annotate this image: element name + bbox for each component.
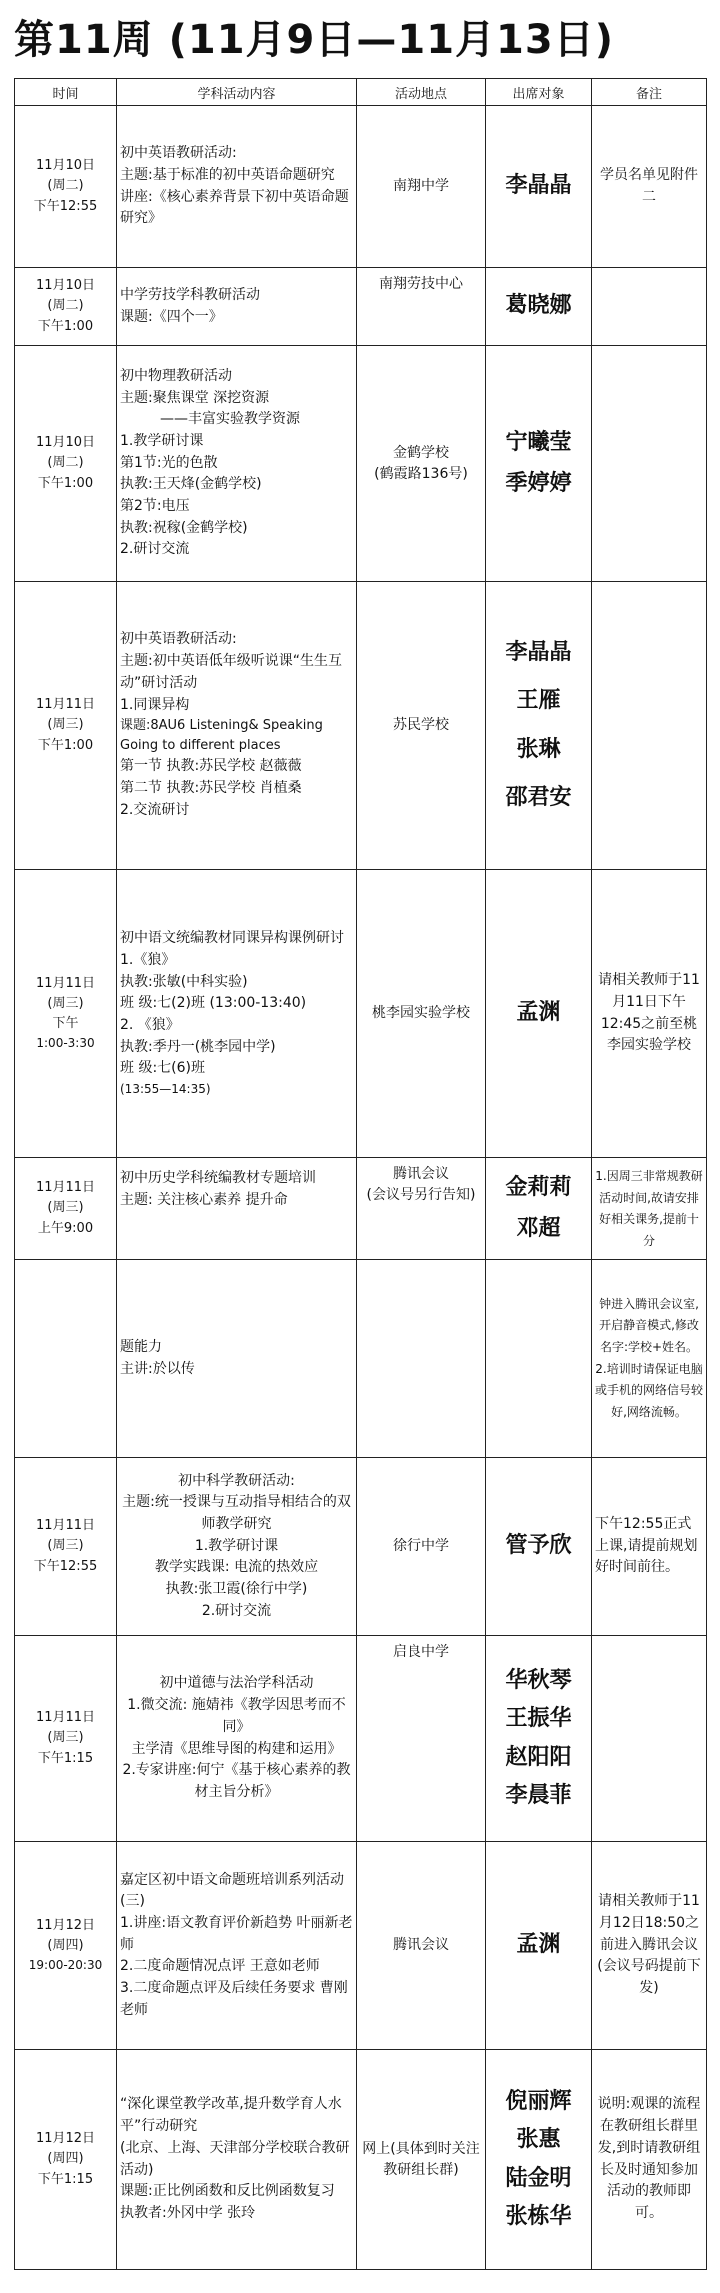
time-cell: 11月10日 (周二) 下午12:55 [15,106,117,268]
note-cell: 请相关教师于11月12日18:50之前进入腾讯会议(会议号码提前下发) [592,1842,707,2050]
table-row [15,1458,707,1636]
note-cell [592,268,707,346]
time-cell: 11月11日 (周三) 下午1:15 [15,1636,117,1842]
table-row [15,2050,707,2270]
note-cell [592,582,707,870]
time-cell: 11月12日 (周四) 19:00-20:30 [15,1842,117,2050]
table-row [15,870,707,1158]
attendees-cell: 李晶晶 王雁 张琳 邵君安 [486,582,592,870]
header-time: 时间 [15,79,117,106]
content-cell: 初中道德与法治学科活动 1.微交流: 施婧祎《教学因思考而不同》 主学清《思维导图的构建和运用》 2.专家讲座:何宁《基于核心素养的教材主旨分析》 [117,1636,357,1842]
table-row [15,582,707,870]
attendees-cell: 金莉莉 邓超 [486,1158,592,1260]
content-cell: 初中语文统编教材同课异构课例研讨 1.《狼》 执教:张敏(中科实验) 班 级:七(2)班 (13:00-13:40) 2. 《狼》 执教:季丹一(桃李园中学) 班 级:七(6)班 (13:55—14:35) [117,870,357,1158]
attendees-cell: 李晶晶 [486,106,592,268]
time-cell: 11月12日 (周四) 下午1:15 [15,2050,117,2270]
attendees-cell: 华秋琴 王振华 赵阳阳 李晨菲 [486,1636,592,1842]
place-cell: 网上(具体到时关注教研组长群) [357,2050,486,2270]
note-cell: 钟进入腾讯会议室,开启静音模式,修改名字:学校+姓名。 2.培训时请保证电脑或手机的网络信号较好,网络流畅。 [592,1260,707,1458]
header-place: 活动地点 [357,79,486,106]
header-row [15,79,707,106]
place-cell: 腾讯会议 [357,1842,486,2050]
content-cell: 嘉定区初中语文命题班培训系列活动(三) 1.讲座:语文教育评价新趋势 叶丽新老师 2.二度命题情况点评 王意如老师 3.二度命题点评及后续任务要求 曹刚老师 [117,1842,357,2050]
header-content: 学科活动内容 [117,79,357,106]
table-row [15,1842,707,2050]
note-cell: 学员名单见附件二 [592,106,707,268]
place-cell: 腾讯会议 (会议号另行告知) [357,1158,486,1260]
table-row [15,268,707,346]
time-cell: 11月10日 (周二) 下午1:00 [15,268,117,346]
content-cell: 题能力 主讲:於以传 [117,1260,357,1458]
content-cell: 初中英语教研活动: 主题:初中英语低年级听说课“生生互动”研讨活动 1.同课异构 课题:8AU6 Listening& Speaking Going to different places 第一节 执教:苏民学校 赵薇薇 第二节 执教:苏民学校 肖植桑 2.交流研讨 [117,582,357,870]
attendees-cell: 宁曦莹 季婷婷 [486,346,592,582]
time-cell: 11月11日 (周三) 下午1:00 [15,582,117,870]
attendees-cell [486,1260,592,1458]
table-row [15,1260,707,1458]
note-cell: 请相关教师于11月11日下午12:45之前至桃李园实验学校 [592,870,707,1158]
header-attendees: 出席对象 [486,79,592,106]
content-cell: 初中历史学科统编教材专题培训 主题: 关注核心素养 提升命 [117,1158,357,1260]
attendees-cell: 孟渊 [486,1842,592,2050]
time-cell: 11月10日 (周二) 下午1:00 [15,346,117,582]
place-cell: 徐行中学 [357,1458,486,1636]
header-note: 备注 [592,79,707,106]
attendees-cell: 倪丽辉 张惠 陆金明 张栋华 [486,2050,592,2270]
note-cell [592,1636,707,1842]
time-cell: 11月11日 (周三) 下午12:55 [15,1458,117,1636]
content-cell: 初中英语教研活动: 主题:基于标准的初中英语命题研究 讲座:《核心素养背景下初中英语命题研究》 [117,106,357,268]
content-cell: 中学劳技学科教研活动 课题:《四个一》 [117,268,357,346]
content-cell: “深化课堂教学改革,提升数学育人水平”行动研究 (北京、上海、天津部分学校联合教研活动) 课题:正比例函数和反比例函数复习 执教者:外冈中学 张玲 [117,2050,357,2270]
note-cell [592,346,707,582]
place-cell: 南翔劳技中心 [357,268,486,346]
note-cell: 说明:观课的流程在教研组长群里发,到时请教研组长及时通知参加活动的教师即可。 [592,2050,707,2270]
place-cell: 苏民学校 [357,582,486,870]
table-row [15,106,707,268]
time-cell: 11月11日 (周三) 下午 1:00-3:30 [15,870,117,1158]
content-cell: 初中科学教研活动: 主题:统一授课与互动指导相结合的双师教学研究 1.教学研讨课 教学实践课: 电流的热效应 执教:张卫霞(徐行中学) 2.研讨交流 [117,1458,357,1636]
time-cell: 11月11日 (周三) 上午9:00 [15,1158,117,1260]
place-cell [357,1260,486,1458]
place-cell: 南翔中学 [357,106,486,268]
note-cell: 下午12:55正式上课,请提前规划好时间前往。 [592,1458,707,1636]
table-row [15,346,707,582]
attendees-cell: 孟渊 [486,870,592,1158]
page-title: 第11周 (11月9日—11月13日) [14,17,614,63]
content-cell: 初中物理教研活动 主题:聚焦课堂 深挖资源 ——丰富实验教学资源 1.教学研讨课 第1节:光的色散 执教:王天烽(金鹤学校) 第2节:电压 执教:祝稼(金鹤学校) 2.研讨交流 [117,346,357,582]
place-cell: 桃李园实验学校 [357,870,486,1158]
time-cell [15,1260,117,1458]
note-cell: 1.因周三非常规教研活动时间,故请安排好相关课务,提前十分 [592,1158,707,1260]
attendees-cell: 管予欣 [486,1458,592,1636]
schedule-table [14,78,707,2270]
place-cell: 启良中学 [357,1636,486,1842]
attendees-cell: 葛晓娜 [486,268,592,346]
table-row [15,1158,707,1260]
table-row [15,1636,707,1842]
place-cell: 金鹤学校 (鹤霞路136号) [357,346,486,582]
